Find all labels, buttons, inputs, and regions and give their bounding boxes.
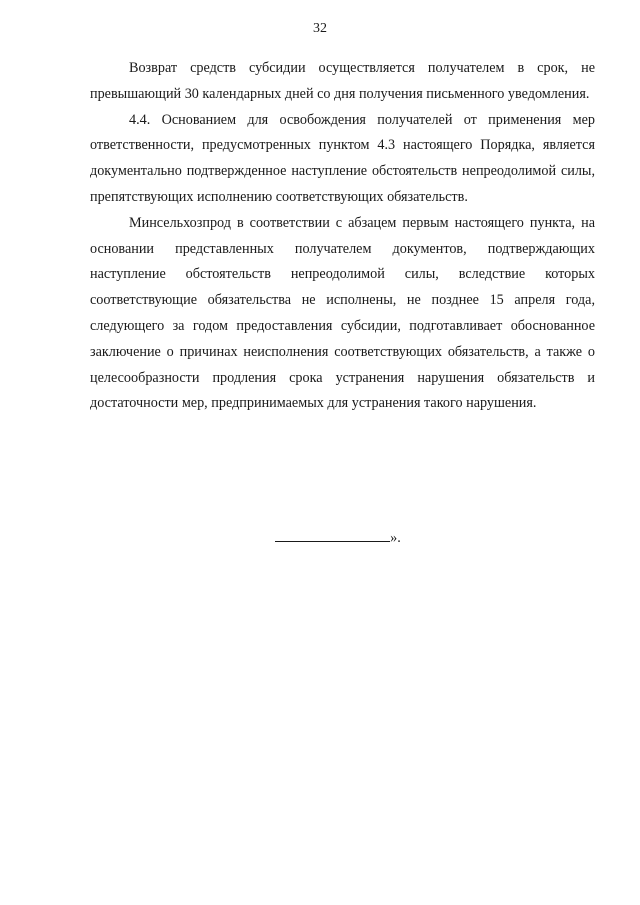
end-underline: [275, 527, 390, 542]
document-body: [90, 56, 595, 417]
paragraph-ministry-conclusion: Минсельхозпрод в соответствии с абзацем первым настоящего пункта, на основании представленных получателем документов, подтверждающих наступление обстоятельств непреодолимой силы, вследствие которых соответствующие обязательства не исполнены, не позднее 15 апреля года, следующего за годом предоставления субсидии, подготавливает обоснованное заключение о причинах неисполнения соответствующих обязательств, а также о целесообразности продления срока устранения нарушения обязательств и достаточности мер, предпринимаемых для устранения такого нарушения.: [90, 214, 595, 412]
closing-quote: ».: [390, 530, 401, 546]
paragraph-4-4-force-majeure: 4.4. Основанием для освобождения получателей от применения мер ответственности, предусмотренных пунктом 4.3 настоящего Порядка, является документально подтвержденное наступление обстоятельств непреодолимой силы, препятствующих исполнению соответствующих обязательств.: [90, 111, 595, 205]
document-end-mark: [0, 527, 640, 548]
page-number: 32: [313, 21, 327, 36]
paragraph-subsidy-return: Возврат средств субсидии осуществляется получателем в срок, не превышающий 30 календарных дней со дня получения письменного уведомления.: [90, 60, 595, 102]
